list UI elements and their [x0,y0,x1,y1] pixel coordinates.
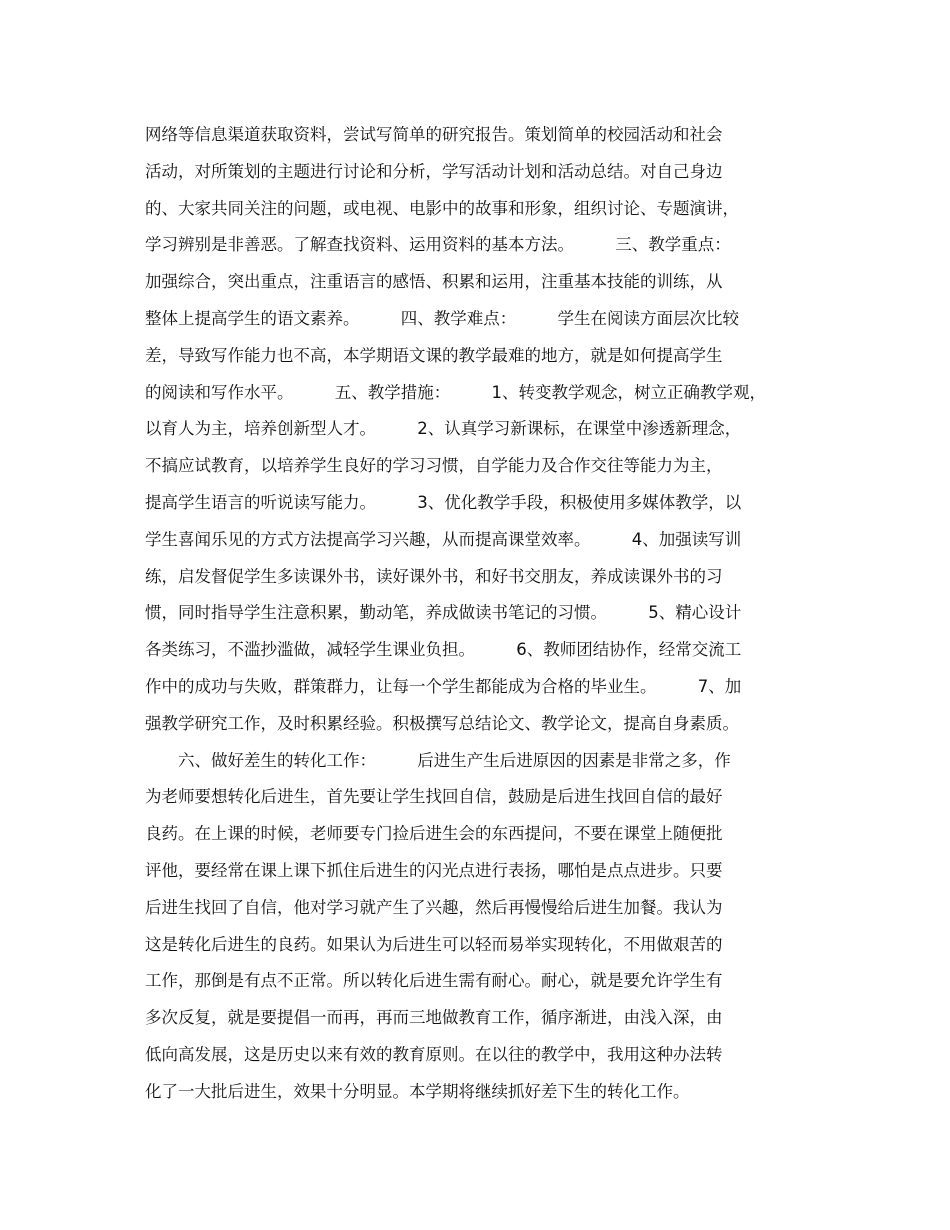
text-line: 活动，对所策划的主题进行讨论和分析，学写活动计划和活动总结。对自己身边 [145,161,723,181]
text-line: 多次反复，就是要提倡一而再，再而三地做教育工作，循序渐进，由浅入深，由 [145,1008,723,1028]
text-line: 低向高发展，这是历史以来有效的教育原则。在以往的教学中，我用这种办法转 [145,1044,723,1064]
text-line: 各类练习，不滥抄滥做，减轻学生课业负担。 6、教师团结协作，经常交流工 [145,640,742,660]
text-line: 作中的成功与失败，群策群力，让每一个学生都能成为合格的毕业生。 7、加 [145,676,742,696]
text-line: 的、大家共同关注的问题，或电视、电影中的故事和形象，组织讨论、专题演讲， [145,198,739,218]
text-line: 不搞应试教育，以培养学生良好的学习习惯，自学能力及合作交往等能力为主， [145,456,723,476]
text-line: 六、做好差生的转化工作： 后进生产生后进原因的因素是非常之多，作 [145,750,731,770]
text-line: 加强综合，突出重点，注重语言的感悟、积累和运用，注重基本技能的训练，从 [145,272,723,292]
text-line: 为老师要想转化后进生，首先要让学生找回自信，鼓励是后进生找回自信的最好 [145,787,723,807]
text-line: 化了一大批后进生，效果十分明显。本学期将继续抓好差下生的转化工作。 [145,1081,690,1101]
text-line: 的阅读和写作水平。 五、教学措施： 1、转变教学观念，树立正确教学观， [145,382,766,402]
text-line: 学生喜闻乐见的方式方法提高学习兴趣，从而提高课堂效率。 4、加强读写训 [145,529,742,549]
text-line: 以育人为主，培养创新型人才。 2、认真学习新课标，在课堂中渗透新理念， [145,419,742,439]
text-line: 练，启发督促学生多读课外书，读好课外书，和好书交朋友，养成读课外书的习 [145,566,723,586]
text-line: 提高学生语言的听说读写能力。 3、优化教学手段，积极使用多媒体教学，以 [145,492,742,512]
text-line: 这是转化后进生的良药。如果认为后进生可以轻而易举实现转化，不用做艰苦的 [145,934,723,954]
body-text [145,117,815,1111]
text-line: 整体上提高学生的语文素养。 四、教学难点： 学生在阅读方面层次比较 [145,308,739,328]
text-line: 网络等信息渠道获取资料，尝试写简单的研究报告。策划简单的校园活动和社会 [145,125,723,144]
text-line: 良药。在上课的时候，老师要专门捡后进生会的东西提问，不要在课堂上随便批 [145,824,723,844]
text-line: 后进生找回了自信，他对学习就产生了兴趣，然后再慢慢给后进生加餐。我认为 [145,897,723,917]
text-line: 差，导致写作能力也不高，本学期语文课的教学最难的地方，就是如何提高学生 [145,345,723,365]
text-line: 工作，那倒是有点不正常。所以转化后进生需有耐心。耐心，就是要允许学生有 [145,971,723,991]
text-line: 评他，要经常在课上课下抓住后进生的闪光点进行表扬，哪怕是点点进步。只要 [145,860,723,880]
text-line: 惯，同时指导学生注意积累，勤动笔，养成做读书笔记的习惯。 5、精心设计 [145,603,742,623]
text-line: 强教学研究工作，及时积累经验。积极撰写总结论文、教学论文，提高自身素质。 [145,713,739,733]
text-line: 学习辨别是非善恶。了解查找资料、运用资料的基本方法。 三、教学重点： [145,235,731,255]
